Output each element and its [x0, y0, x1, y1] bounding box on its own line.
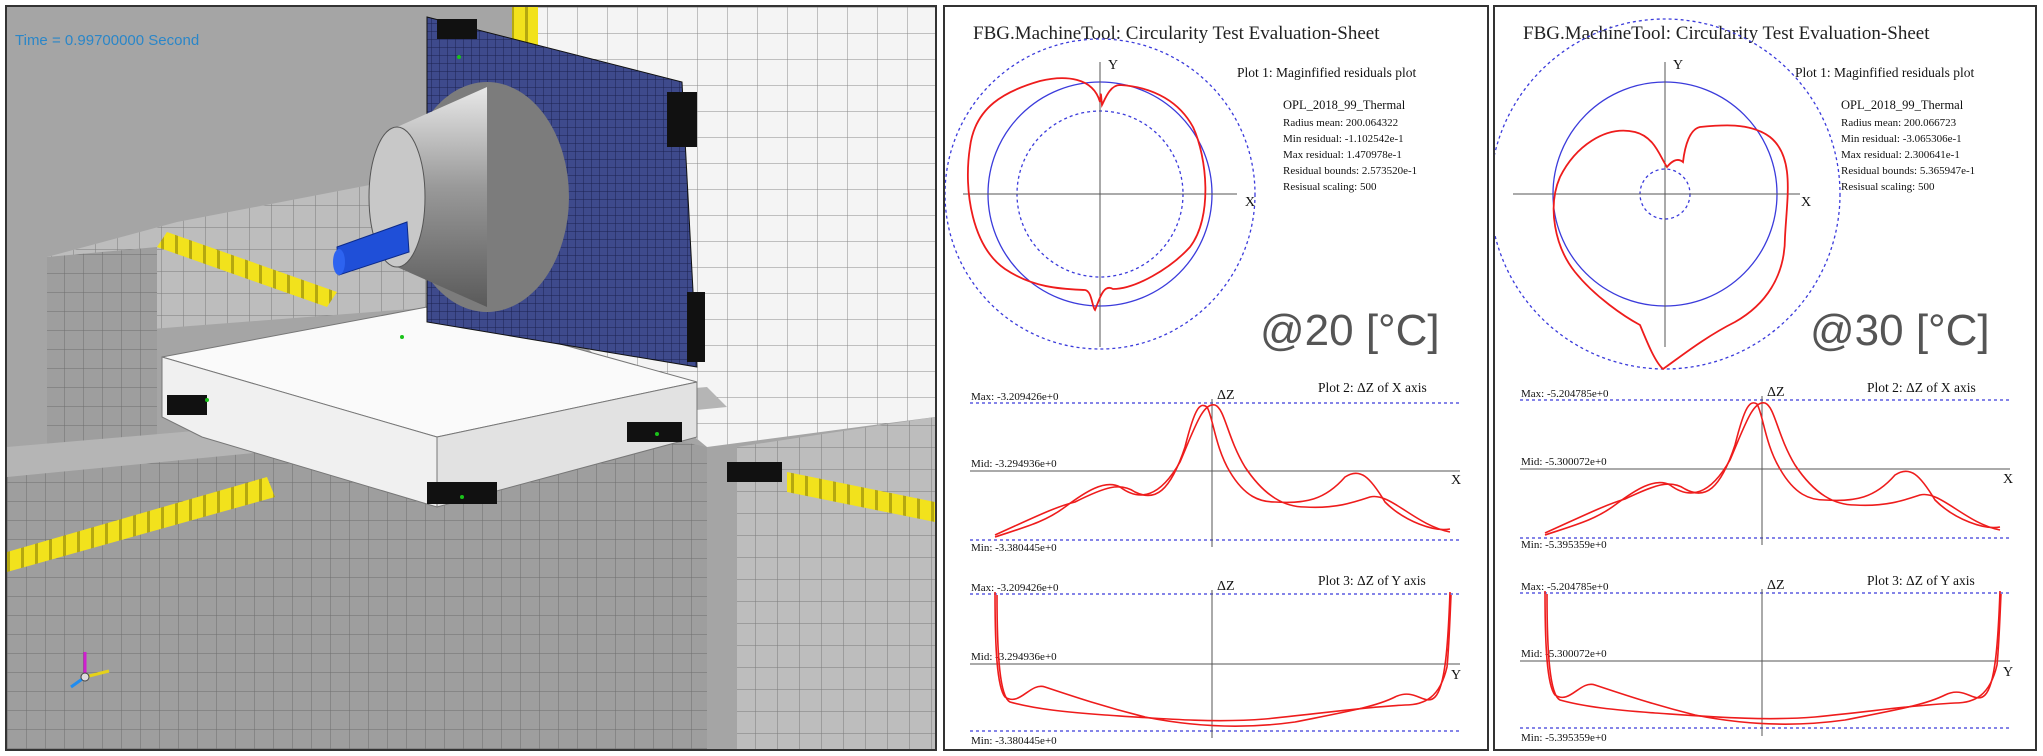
particle: [457, 55, 461, 59]
max-value: Max: -5.204785e+0: [1521, 581, 1609, 593]
mid-value: Mid: -3.294936e+0: [971, 458, 1057, 470]
residuals-plot: [945, 39, 1417, 349]
column-shoe: [727, 462, 782, 482]
mid-value: Mid: -3.294936e+0: [971, 651, 1057, 663]
plot1-title: Plot 1: Maginfified residuals plot: [1237, 65, 1417, 80]
delta-z-y-plot: [1520, 573, 2013, 744]
max-residual: Max residual: 1.470978e-1: [1283, 149, 1402, 161]
plot2-title: Plot 2: ΔZ of X axis: [1318, 380, 1427, 395]
sheet-title: FBG.MachineTool: Circularity Test Evaluation-Sheet: [973, 23, 1380, 44]
min-residual: Min residual: -1.102542e-1: [1283, 133, 1404, 145]
tool-tip: [333, 249, 345, 275]
delta-z-label: ΔZ: [1767, 578, 1785, 593]
plot1-title: Plot 1: Maginfified residuals plot: [1795, 65, 1975, 80]
fem-simulation-view[interactable]: [5, 5, 937, 751]
delta-z-x-plot: [1520, 380, 2013, 551]
carrier-clamp: [437, 19, 477, 39]
delta-z-label: ΔZ: [1767, 385, 1785, 400]
evaluation-sheet-30c: [1493, 5, 2037, 751]
delta-z-curve-1: [995, 405, 1450, 535]
residual-bounds: Residual bounds: 5.365947e-1: [1841, 165, 1976, 177]
temperature-label: @30 [°C]: [1810, 306, 1990, 355]
mid-value: Mid: -5.300072e+0: [1521, 456, 1607, 468]
simulation-time: Time = 0.99700000 Second: [15, 32, 200, 49]
delta-z-label: ΔZ: [1217, 388, 1235, 403]
sheet-title: FBG.MachineTool: Circularity Test Evaluation-Sheet: [1523, 23, 1930, 44]
y-axis-label: Y: [1108, 58, 1119, 73]
residual-curve: [1554, 125, 1788, 369]
particle: [205, 398, 209, 402]
plot3-title: Plot 3: ΔZ of Y axis: [1867, 573, 1975, 588]
y-axis-label: Y: [1673, 58, 1684, 73]
max-value: Max: -3.209426e+0: [971, 582, 1059, 594]
radius-mean: Radius mean: 200.066723: [1841, 117, 1957, 129]
particle: [655, 432, 659, 436]
min-value: Min: -3.380445e+0: [971, 542, 1057, 554]
evaluation-sheet-20c: [943, 5, 1489, 751]
y-axis-label: Y: [2003, 665, 2014, 680]
residual-bounds: Residual bounds: 2.573520e-1: [1283, 165, 1418, 177]
x-axis-label: X: [1245, 195, 1256, 210]
residual-scaling: Resisual scaling: 500: [1841, 181, 1935, 193]
table-shoe: [427, 482, 497, 504]
radius-mean: Radius mean: 200.064322: [1283, 117, 1399, 129]
particle: [400, 335, 404, 339]
delta-z-x-plot: [970, 380, 1461, 554]
plot3-title: Plot 3: ΔZ of Y axis: [1318, 573, 1426, 588]
max-value: Max: -5.204785e+0: [1521, 388, 1609, 400]
min-value: Min: -3.380445e+0: [971, 735, 1057, 747]
x-axis-label: X: [1801, 195, 1812, 210]
table-shoe: [627, 422, 682, 442]
dataset-name: OPL_2018_99_Thermal: [1283, 98, 1406, 112]
carrier-clamp: [667, 92, 697, 147]
dataset-name: OPL_2018_99_Thermal: [1841, 98, 1964, 112]
particle: [460, 495, 464, 499]
y-axis-label: Y: [1451, 668, 1462, 683]
min-value: Min: -5.395359e+0: [1521, 732, 1607, 744]
max-residual: Max residual: 2.300641e-1: [1841, 149, 1960, 161]
table-shoe: [167, 395, 207, 415]
carrier-clamp: [687, 292, 705, 362]
max-value: Max: -3.209426e+0: [971, 391, 1059, 403]
min-residual: Min residual: -3.065306e-1: [1841, 133, 1962, 145]
temperature-label: @20 [°C]: [1260, 306, 1440, 355]
residual-scaling: Resisual scaling: 500: [1283, 181, 1377, 193]
x-axis-label: X: [1451, 473, 1462, 488]
min-value: Min: -5.395359e+0: [1521, 539, 1607, 551]
delta-z-curve-1: [1545, 403, 2000, 533]
x-axis-label: X: [2003, 472, 2014, 487]
delta-z-label: ΔZ: [1217, 579, 1235, 594]
plot2-title: Plot 2: ΔZ of X axis: [1867, 380, 1976, 395]
delta-z-y-plot: [970, 573, 1461, 747]
mid-value: Mid: -5.300072e+0: [1521, 648, 1607, 660]
